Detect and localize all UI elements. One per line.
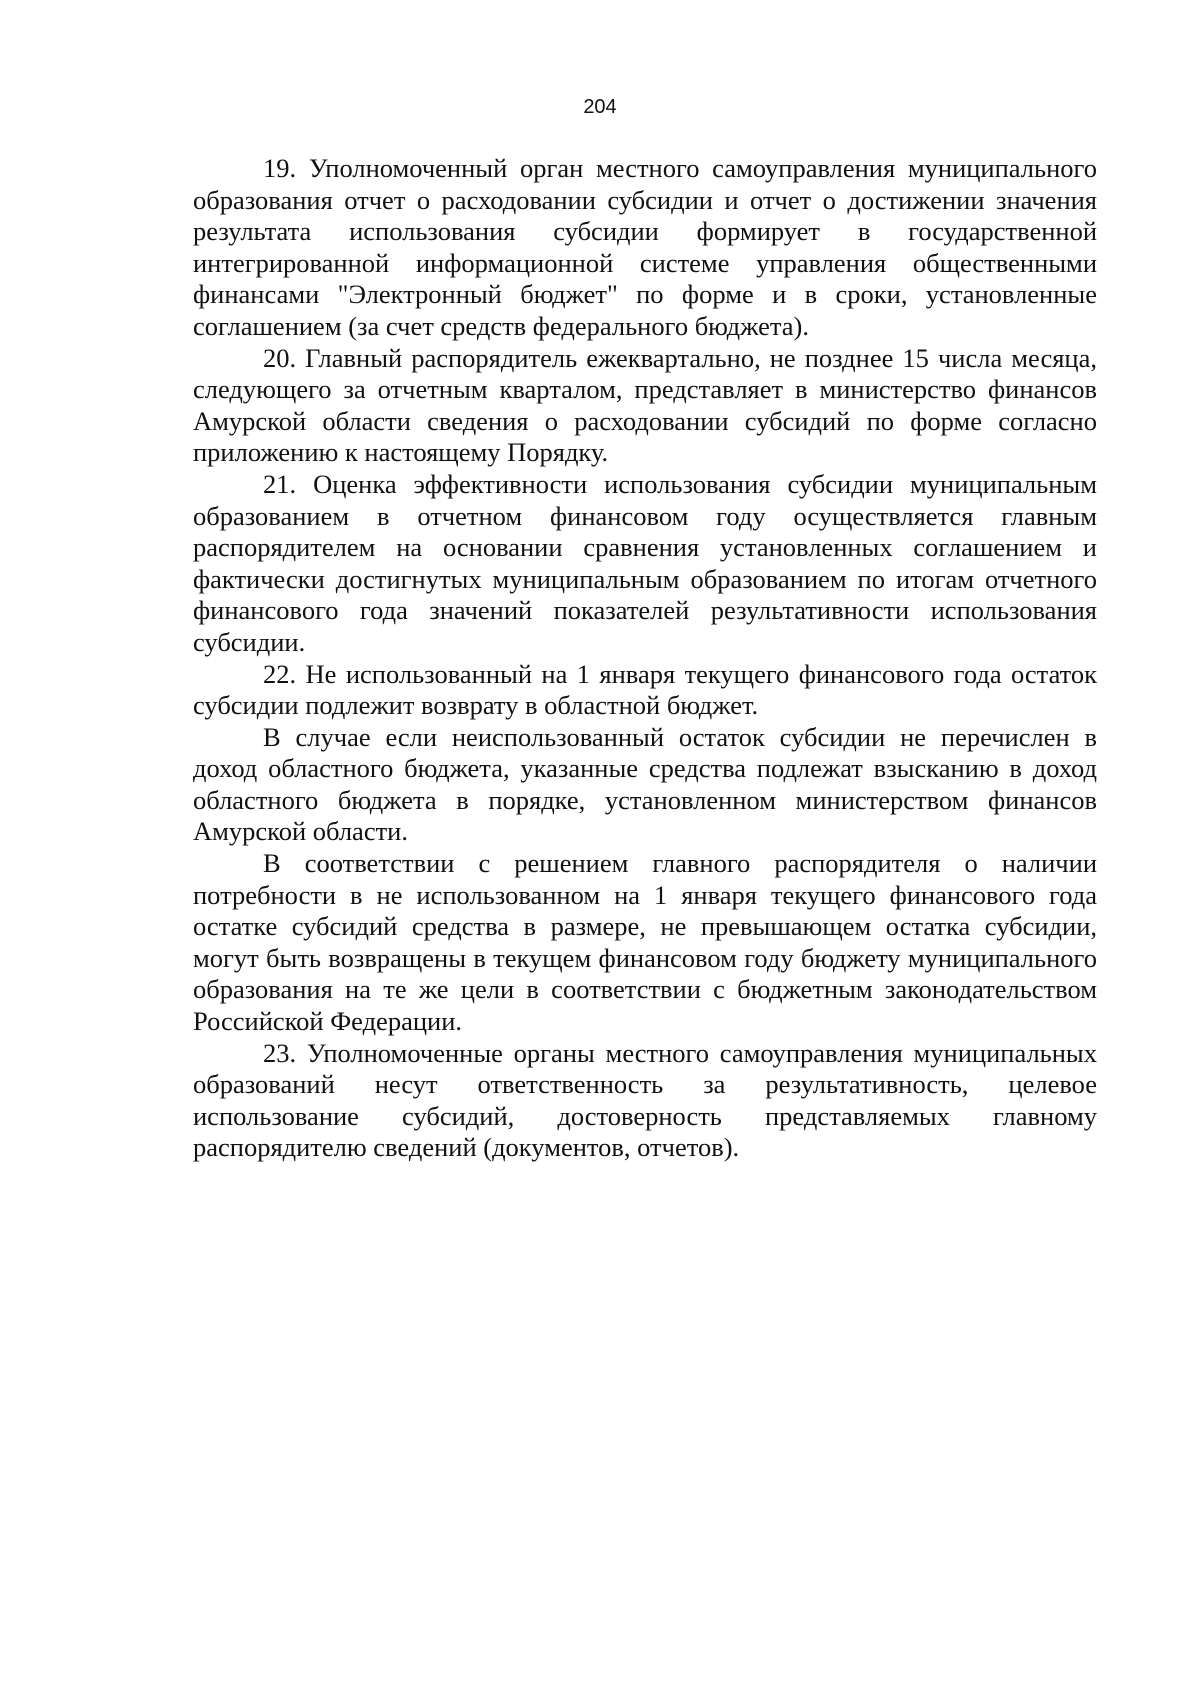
paragraph-23: 23. Уполномоченные органы местного самоуправления муниципальных образований несут ответственность за результативность, целевое использование субсидий, достоверность представляемых главному распорядителю сведений (документов, отчетов). [193,1037,1097,1163]
paragraph-19: 19. Уполномоченный орган местного самоуправления муниципального образования отчет о расходовании субсидии и отчет о достижении значения результата использования субсидии формирует в государственной интегрированной информационной системе управления общественными финансами "Электронный бюджет" по форме и в сроки, установленные соглашением (за счет средств федерального бюджета). [193,153,1097,341]
document-body [193,153,1097,1164]
paragraph-22-return-case: В случае если неиспользованный остаток субсидии не перечислен в доход областного бюджета, указанные средства подлежат взысканию в доход областного бюджета в порядке, установленном министерством финансов Амурской области. [193,721,1097,847]
paragraph-21: 21. Оценка эффективности использования субсидии муниципальным образованием в отчетном финансовом году осуществляется главным распорядителем на основании сравнения установленных соглашением и фактически достигнутых муниципальным образованием по итогам отчетного финансового года значений показателей результативности использования субсидии. [193,468,1097,657]
paragraph-22-reuse: В соответствии с решением главного распорядителя о наличии потребности в не использованном на 1 января текущего финансового года остатке субсидий средства в размере, не превышающем остатка субсидии, могут быть возвращены в текущем финансовом году бюджету муниципального образования на те же цели в соответствии с бюджетным законодательством Российской Федерации. [193,848,1097,1037]
paragraph-20: 20. Главный распорядитель ежеквартально, не позднее 15 числа месяца, следующего за отчетным кварталом, представляет в министерство финансов Амурской области сведения о расходовании субсидий по форме согласно приложению к настоящему Порядку. [193,342,1097,468]
page-number: 204 [583,96,617,118]
paragraph-22: 22. Не использованный на 1 января текущего финансового года остаток субсидии подлежит возврату в областной бюджет. [193,658,1097,721]
